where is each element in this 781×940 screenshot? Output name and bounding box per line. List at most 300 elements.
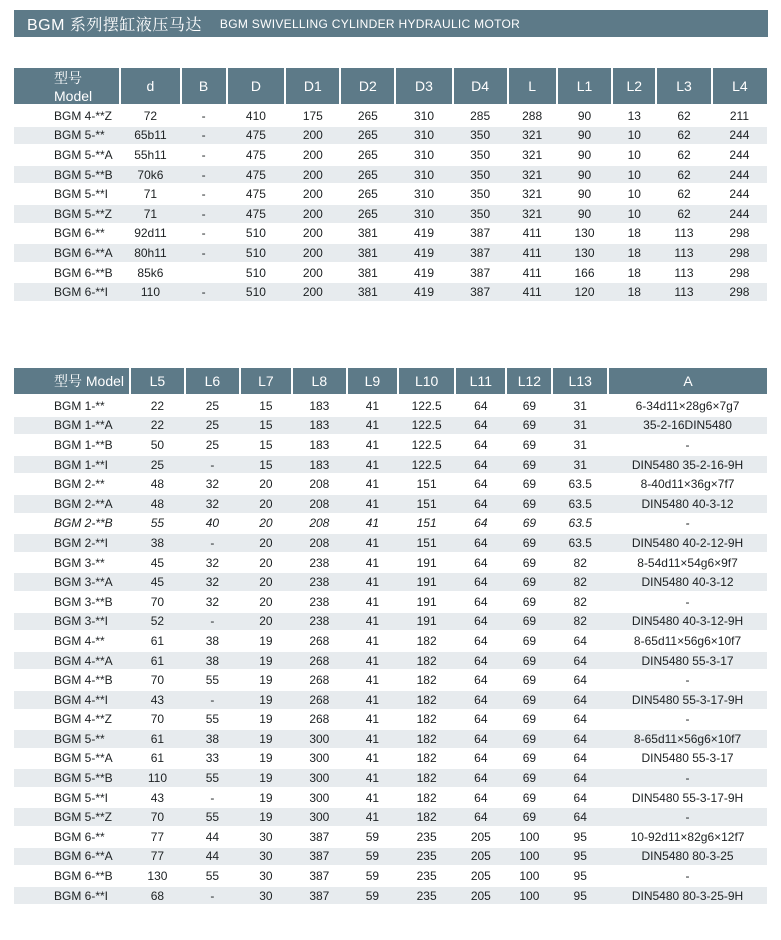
table-header-row: [14, 368, 767, 396]
value-cell: 200: [285, 165, 340, 185]
value-cell: 235: [398, 847, 455, 867]
page-title-english: BGM SWIVELLING CYLINDER HYDRAULIC MOTOR: [219, 16, 521, 31]
column-header: D: [227, 68, 286, 106]
value-cell: 475: [227, 145, 286, 165]
value-cell: -: [185, 455, 240, 475]
value-cell: 350: [453, 145, 508, 165]
value-cell: 268: [292, 690, 347, 710]
table-row: [14, 165, 767, 185]
model-cell: BGM 5-**I: [14, 184, 120, 204]
value-cell: 235: [398, 827, 455, 847]
value-cell: 69: [506, 416, 552, 436]
value-cell: 38: [185, 631, 240, 651]
value-cell: 55: [185, 866, 240, 886]
value-cell: 64: [455, 435, 506, 455]
value-cell: 30: [240, 847, 292, 867]
value-cell: 238: [292, 572, 347, 592]
column-header: L4: [712, 68, 767, 106]
column-header: L11: [455, 368, 506, 396]
value-cell: 205: [455, 847, 506, 867]
value-cell: 182: [398, 729, 455, 749]
value-cell: 70: [130, 670, 185, 690]
table-row: [14, 184, 767, 204]
value-cell: 238: [292, 612, 347, 632]
value-cell: 19: [240, 651, 292, 671]
value-cell: 64: [455, 710, 506, 730]
value-cell: 31: [552, 435, 608, 455]
value-cell: 71: [120, 184, 180, 204]
model-cell: BGM 3-**: [14, 553, 130, 573]
value-cell: 48: [130, 494, 185, 514]
value-cell: 70: [130, 592, 185, 612]
value-cell: 61: [130, 651, 185, 671]
value-cell: 151: [398, 514, 455, 534]
value-cell: 182: [398, 749, 455, 769]
value-cell: 288: [508, 106, 557, 126]
value-cell: 381: [340, 243, 395, 263]
value-cell: 387: [453, 243, 508, 263]
column-header: D3: [395, 68, 452, 106]
value-cell: 8-65d11×56g6×10f7: [608, 631, 767, 651]
value-cell: 122.5: [398, 396, 455, 416]
value-cell: 70: [130, 807, 185, 827]
value-cell: -: [181, 243, 227, 263]
value-cell: 63.5: [552, 494, 608, 514]
column-header: d: [120, 68, 180, 106]
value-cell: 41: [347, 553, 398, 573]
value-cell: 41: [347, 572, 398, 592]
value-cell: 113: [656, 243, 712, 263]
value-cell: 15: [240, 455, 292, 475]
value-cell: 40: [185, 514, 240, 534]
model-cell: BGM 6-**A: [14, 847, 130, 867]
value-cell: 244: [712, 145, 767, 165]
value-cell: 44: [185, 847, 240, 867]
value-cell: 510: [227, 243, 286, 263]
table-row: [14, 847, 767, 867]
value-cell: 411: [508, 224, 557, 244]
dimensions-table-upper: [14, 68, 767, 303]
value-cell: 69: [506, 807, 552, 827]
value-cell: 510: [227, 263, 286, 283]
value-cell: 19: [240, 749, 292, 769]
column-header: D4: [453, 68, 508, 106]
value-cell: 25: [185, 435, 240, 455]
value-cell: 410: [227, 106, 286, 126]
value-cell: 122.5: [398, 416, 455, 436]
value-cell: 113: [656, 263, 712, 283]
value-cell: 55: [185, 670, 240, 690]
value-cell: 95: [552, 866, 608, 886]
value-cell: DIN5480 40-3-12: [608, 494, 767, 514]
model-cell: BGM 5-**B: [14, 768, 130, 788]
value-cell: 298: [712, 263, 767, 283]
value-cell: 63.5: [552, 514, 608, 534]
value-cell: 55: [185, 768, 240, 788]
value-cell: 19: [240, 690, 292, 710]
model-cell: BGM 6-**B: [14, 866, 130, 886]
value-cell: 38: [185, 729, 240, 749]
value-cell: 90: [557, 145, 613, 165]
value-cell: 475: [227, 204, 286, 224]
value-cell: 64: [552, 710, 608, 730]
model-cell: BGM 6-**: [14, 224, 120, 244]
table-row: [14, 282, 767, 302]
value-cell: 32: [185, 474, 240, 494]
value-cell: 113: [656, 282, 712, 302]
value-cell: 30: [240, 866, 292, 886]
value-cell: 62: [656, 126, 712, 146]
value-cell: 41: [347, 729, 398, 749]
value-cell: 200: [285, 282, 340, 302]
value-cell: 68: [130, 886, 185, 906]
value-cell: 475: [227, 165, 286, 185]
value-cell: 265: [340, 204, 395, 224]
value-cell: 41: [347, 788, 398, 808]
value-cell: 151: [398, 494, 455, 514]
value-cell: 208: [292, 474, 347, 494]
value-cell: 82: [552, 612, 608, 632]
value-cell: 419: [395, 224, 452, 244]
column-header: L: [508, 68, 557, 106]
value-cell: DIN5480 80-3-25: [608, 847, 767, 867]
value-cell: 419: [395, 243, 452, 263]
column-header: L12: [506, 368, 552, 396]
value-cell: -: [185, 690, 240, 710]
value-cell: 20: [240, 533, 292, 553]
value-cell: 10: [612, 126, 656, 146]
value-cell: 62: [656, 165, 712, 185]
value-cell: 82: [552, 572, 608, 592]
value-cell: 25: [185, 416, 240, 436]
value-cell: 69: [506, 435, 552, 455]
table-row: [14, 670, 767, 690]
value-cell: 321: [508, 204, 557, 224]
value-cell: 90: [557, 126, 613, 146]
value-cell: 62: [656, 184, 712, 204]
model-cell: BGM 5-**A: [14, 749, 130, 769]
value-cell: 183: [292, 416, 347, 436]
column-header: L10: [398, 368, 455, 396]
value-cell: 113: [656, 224, 712, 244]
value-cell: 69: [506, 749, 552, 769]
table-row: [14, 729, 767, 749]
page-title-bar: [14, 10, 768, 37]
value-cell: 387: [292, 866, 347, 886]
value-cell: 182: [398, 710, 455, 730]
value-cell: 33: [185, 749, 240, 769]
value-cell: 13: [612, 106, 656, 126]
value-cell: 110: [130, 768, 185, 788]
value-cell: 19: [240, 729, 292, 749]
value-cell: 200: [285, 263, 340, 283]
model-cell: BGM 3-**A: [14, 572, 130, 592]
value-cell: 41: [347, 474, 398, 494]
value-cell: 20: [240, 474, 292, 494]
value-cell: 300: [292, 768, 347, 788]
model-cell: BGM 2-**: [14, 474, 130, 494]
table-row: [14, 416, 767, 436]
value-cell: 72: [120, 106, 180, 126]
column-header: L2: [612, 68, 656, 106]
value-cell: -: [608, 866, 767, 886]
value-cell: 38: [185, 651, 240, 671]
value-cell: 41: [347, 749, 398, 769]
value-cell: 22: [130, 416, 185, 436]
model-cell: BGM 4-**Z: [14, 710, 130, 730]
value-cell: 95: [552, 827, 608, 847]
column-header: D2: [340, 68, 395, 106]
value-cell: 510: [227, 282, 286, 302]
value-cell: 62: [656, 145, 712, 165]
value-cell: 95: [552, 847, 608, 867]
value-cell: 19: [240, 768, 292, 788]
table-row: [14, 749, 767, 769]
value-cell: -: [185, 788, 240, 808]
value-cell: 100: [506, 847, 552, 867]
value-cell: 31: [552, 455, 608, 475]
value-cell: 321: [508, 165, 557, 185]
table-header-row: [14, 68, 767, 106]
table-row: [14, 690, 767, 710]
value-cell: 69: [506, 788, 552, 808]
value-cell: 64: [552, 768, 608, 788]
column-header: L13: [552, 368, 608, 396]
value-cell: 52: [130, 612, 185, 632]
value-cell: 8-65d11×56g6×10f7: [608, 729, 767, 749]
column-header-model: 型号 Model: [14, 68, 120, 106]
value-cell: -: [608, 435, 767, 455]
column-header: L1: [557, 68, 613, 106]
value-cell: 387: [453, 224, 508, 244]
value-cell: 32: [185, 494, 240, 514]
value-cell: 41: [347, 592, 398, 612]
value-cell: 20: [240, 592, 292, 612]
value-cell: 64: [455, 612, 506, 632]
value-cell: 64: [552, 807, 608, 827]
value-cell: 61: [130, 729, 185, 749]
value-cell: 298: [712, 243, 767, 263]
column-header: B: [181, 68, 227, 106]
value-cell: 30: [240, 886, 292, 906]
table-row: [14, 631, 767, 651]
model-cell: BGM 6-**A: [14, 243, 120, 263]
value-cell: 208: [292, 533, 347, 553]
value-cell: 44: [185, 827, 240, 847]
value-cell: -: [181, 165, 227, 185]
value-cell: 122.5: [398, 435, 455, 455]
value-cell: -: [608, 592, 767, 612]
value-cell: 64: [455, 455, 506, 475]
value-cell: 64: [455, 788, 506, 808]
value-cell: 100: [506, 866, 552, 886]
value-cell: 32: [185, 592, 240, 612]
model-cell: BGM 3-**I: [14, 612, 130, 632]
value-cell: 82: [552, 553, 608, 573]
value-cell: 200: [285, 145, 340, 165]
value-cell: 64: [455, 533, 506, 553]
model-cell: BGM 1-**A: [14, 416, 130, 436]
value-cell: 64: [552, 749, 608, 769]
value-cell: 100: [506, 886, 552, 906]
table-row: [14, 494, 767, 514]
value-cell: 62: [656, 106, 712, 126]
value-cell: 15: [240, 416, 292, 436]
value-cell: 55h11: [120, 145, 180, 165]
value-cell: 200: [285, 126, 340, 146]
value-cell: 18: [612, 282, 656, 302]
value-cell: 69: [506, 729, 552, 749]
value-cell: 298: [712, 224, 767, 244]
value-cell: 265: [340, 165, 395, 185]
value-cell: -: [181, 282, 227, 302]
table-row: [14, 866, 767, 886]
value-cell: 38: [130, 533, 185, 553]
value-cell: 80h11: [120, 243, 180, 263]
table-row: [14, 768, 767, 788]
model-cell: BGM 4-**B: [14, 670, 130, 690]
model-cell: BGM 5-**A: [14, 145, 120, 165]
table-row: [14, 592, 767, 612]
value-cell: 191: [398, 553, 455, 573]
value-cell: 41: [347, 494, 398, 514]
value-cell: 350: [453, 126, 508, 146]
table-row: [14, 710, 767, 730]
table-row: [14, 788, 767, 808]
value-cell: 64: [455, 553, 506, 573]
value-cell: 18: [612, 263, 656, 283]
value-cell: 41: [347, 631, 398, 651]
value-cell: 41: [347, 670, 398, 690]
value-cell: -: [185, 533, 240, 553]
table-row: [14, 145, 767, 165]
value-cell: 69: [506, 533, 552, 553]
value-cell: -: [181, 204, 227, 224]
value-cell: 90: [557, 184, 613, 204]
value-cell: -: [608, 768, 767, 788]
value-cell: 64: [552, 631, 608, 651]
value-cell: 90: [557, 204, 613, 224]
value-cell: 64: [455, 631, 506, 651]
model-cell: BGM 5-**Z: [14, 204, 120, 224]
value-cell: 41: [347, 651, 398, 671]
value-cell: 244: [712, 204, 767, 224]
value-cell: -: [181, 145, 227, 165]
value-cell: 59: [347, 827, 398, 847]
value-cell: 350: [453, 165, 508, 185]
value-cell: 64: [455, 651, 506, 671]
value-cell: 63.5: [552, 533, 608, 553]
value-cell: 69: [506, 514, 552, 534]
value-cell: -: [608, 710, 767, 730]
value-cell: 151: [398, 533, 455, 553]
value-cell: 55: [185, 807, 240, 827]
value-cell: 45: [130, 553, 185, 573]
column-header: L3: [656, 68, 712, 106]
table-row: [14, 612, 767, 632]
value-cell: 268: [292, 710, 347, 730]
value-cell: 387: [453, 282, 508, 302]
value-cell: 350: [453, 184, 508, 204]
value-cell: 419: [395, 282, 452, 302]
value-cell: 19: [240, 788, 292, 808]
value-cell: 182: [398, 670, 455, 690]
value-cell: 64: [455, 572, 506, 592]
value-cell: 20: [240, 612, 292, 632]
value-cell: 182: [398, 788, 455, 808]
model-cell: BGM 6-**B: [14, 263, 120, 283]
value-cell: 183: [292, 455, 347, 475]
value-cell: 61: [130, 631, 185, 651]
value-cell: -: [185, 886, 240, 906]
value-cell: 69: [506, 768, 552, 788]
table-row: [14, 807, 767, 827]
value-cell: 18: [612, 224, 656, 244]
value-cell: 77: [130, 827, 185, 847]
table-row: [14, 126, 767, 146]
column-header: L7: [240, 368, 292, 396]
model-cell: BGM 2-**B: [14, 514, 130, 534]
model-cell: BGM 6-**I: [14, 886, 130, 906]
value-cell: 70: [130, 710, 185, 730]
table-row: [14, 514, 767, 534]
value-cell: 211: [712, 106, 767, 126]
value-cell: DIN5480 40-3-12: [608, 572, 767, 592]
value-cell: 41: [347, 435, 398, 455]
value-cell: 208: [292, 494, 347, 514]
value-cell: 183: [292, 396, 347, 416]
value-cell: 166: [557, 263, 613, 283]
column-header: L5: [130, 368, 185, 396]
value-cell: 265: [340, 145, 395, 165]
value-cell: DIN5480 35-2-16-9H: [608, 455, 767, 475]
column-header: A: [608, 368, 767, 396]
value-cell: 71: [120, 204, 180, 224]
value-cell: 205: [455, 866, 506, 886]
value-cell: 90: [557, 106, 613, 126]
value-cell: 43: [130, 788, 185, 808]
value-cell: 265: [340, 106, 395, 126]
value-cell: 8-54d11×54g6×9f7: [608, 553, 767, 573]
value-cell: 55: [185, 710, 240, 730]
value-cell: 64: [455, 474, 506, 494]
value-cell: 69: [506, 651, 552, 671]
table-row: [14, 243, 767, 263]
value-cell: 69: [506, 474, 552, 494]
value-cell: DIN5480 55-3-17-9H: [608, 690, 767, 710]
value-cell: 20: [240, 494, 292, 514]
value-cell: 8-40d11×36g×7f7: [608, 474, 767, 494]
value-cell: 59: [347, 886, 398, 906]
value-cell: 20: [240, 514, 292, 534]
value-cell: 62: [656, 204, 712, 224]
value-cell: 20: [240, 553, 292, 573]
value-cell: DIN5480 40-2-12-9H: [608, 533, 767, 553]
value-cell: -: [608, 514, 767, 534]
value-cell: 387: [292, 827, 347, 847]
value-cell: 64: [455, 592, 506, 612]
value-cell: 41: [347, 807, 398, 827]
value-cell: 25: [130, 455, 185, 475]
value-cell: DIN5480 55-3-17: [608, 651, 767, 671]
value-cell: 321: [508, 184, 557, 204]
value-cell: 31: [552, 416, 608, 436]
value-cell: 64: [455, 768, 506, 788]
value-cell: 19: [240, 807, 292, 827]
value-cell: 310: [395, 184, 452, 204]
value-cell: 69: [506, 553, 552, 573]
value-cell: 69: [506, 396, 552, 416]
